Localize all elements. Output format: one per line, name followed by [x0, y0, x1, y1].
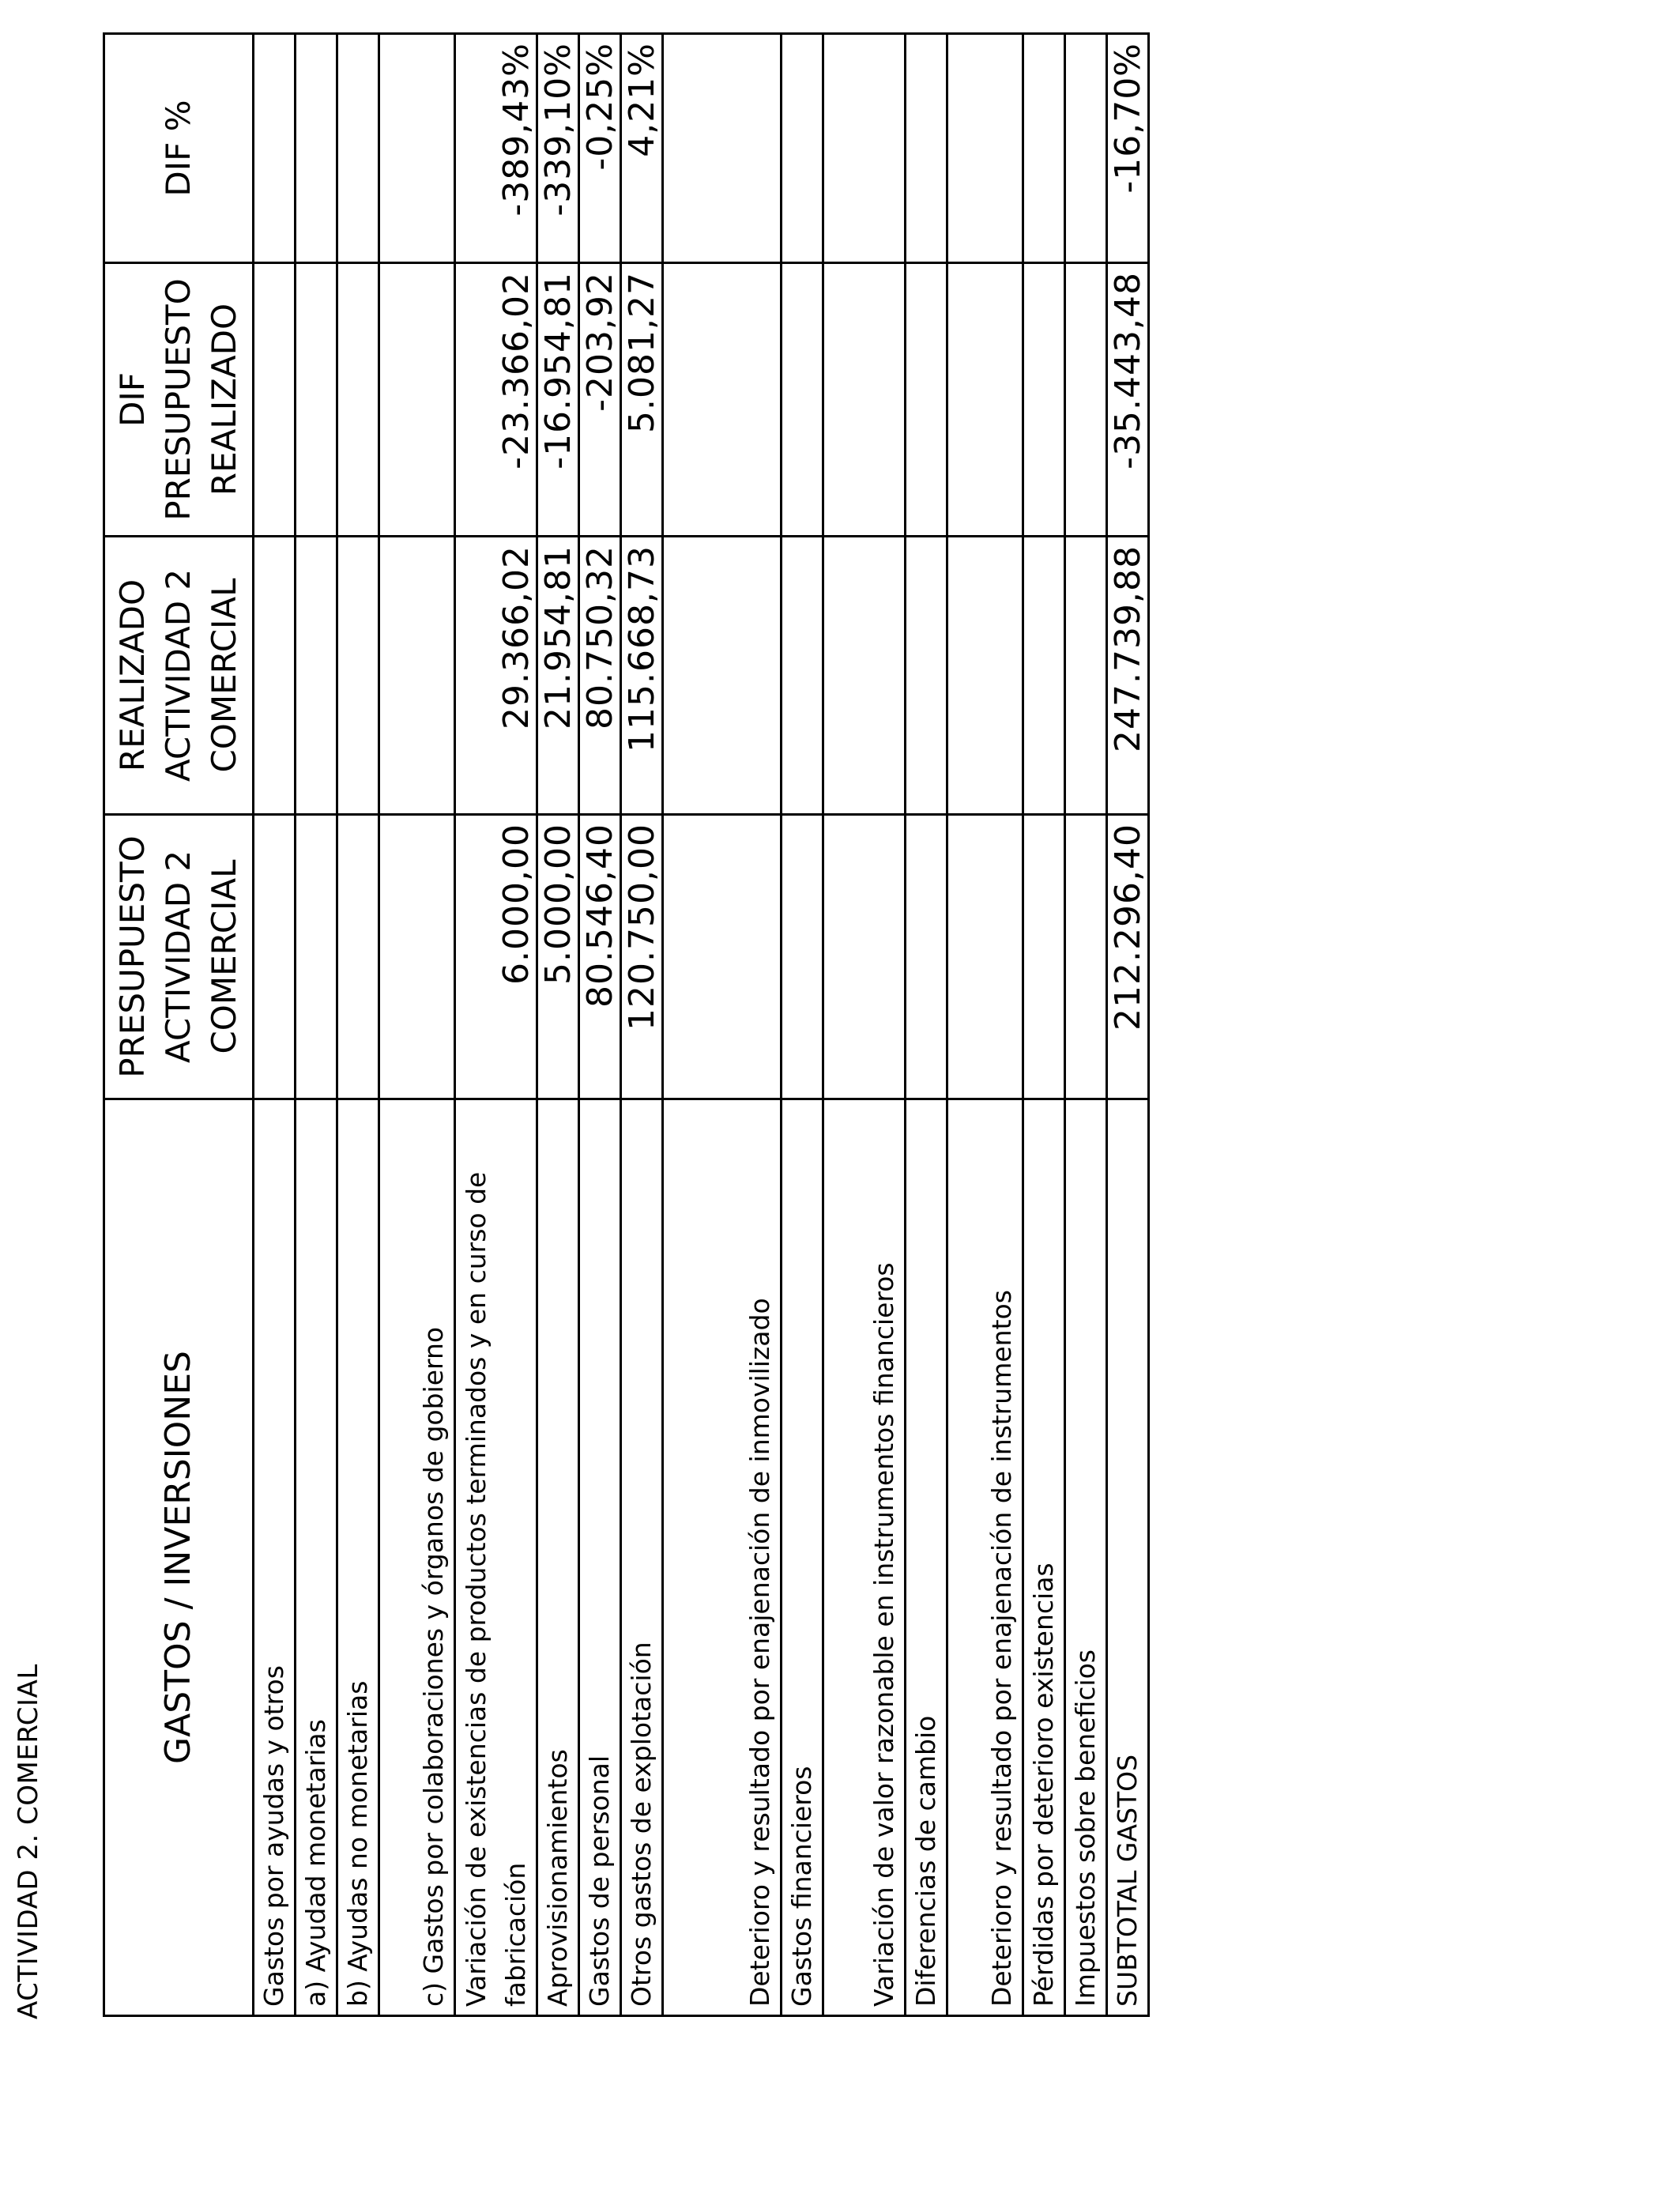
cell-realizado [379, 537, 455, 815]
cell-realizado: 247.739,88 [1107, 537, 1149, 815]
table-row [823, 34, 906, 2016]
cell-dif-pct: -16,70% [1107, 34, 1149, 263]
document-title: ACTIVIDAD 2. COMERCIAL [13, 1664, 44, 2019]
cell-dif-pct [906, 34, 947, 263]
cell-presupuesto: 5.000,00 [537, 815, 579, 1099]
row-label: Variación de valor razonable en instrumentos financieros [823, 1099, 906, 2016]
cell-presupuesto [254, 815, 296, 1099]
cell-realizado [823, 537, 906, 815]
row-label: Variación de existencias de productos terminados y en curso de fabricación [455, 1099, 537, 2016]
row-label: Pérdidas por deterioro existencias [1023, 1099, 1065, 2016]
cell-presupuesto [663, 815, 782, 1099]
row-label: Aprovisionamientos [537, 1099, 579, 2016]
cell-presupuesto [337, 815, 379, 1099]
cell-presupuesto [1023, 815, 1065, 1099]
cell-dif [379, 263, 455, 537]
budget-table [103, 32, 1150, 2017]
cell-presupuesto [379, 815, 455, 1099]
cell-dif-pct [1065, 34, 1107, 263]
row-label: Otros gastos de explotación [621, 1099, 663, 2016]
header-dif-pct: DIF % [104, 34, 254, 263]
cell-realizado [296, 537, 337, 815]
row-label: c) Gastos por colaboraciones y órganos de gobierno [379, 1099, 455, 2016]
cell-realizado: 80.750,32 [579, 537, 621, 815]
cell-presupuesto [823, 815, 906, 1099]
cell-dif [823, 263, 906, 537]
header-concept: GASTOS / INVERSIONES [104, 1099, 254, 2016]
cell-presupuesto: 6.000,00 [455, 815, 537, 1099]
cell-presupuesto: 120.750,00 [621, 815, 663, 1099]
row-label: Deterioro y resultado por enajenación de instrumentos [947, 1099, 1023, 2016]
cell-dif-pct [379, 34, 455, 263]
cell-presupuesto [782, 815, 823, 1099]
table-row [1065, 34, 1107, 2016]
row-label: Diferencias de cambio [906, 1099, 947, 2016]
row-label: Gastos de personal [579, 1099, 621, 2016]
table-row [537, 34, 579, 2016]
row-label: Impuestos sobre beneficios [1065, 1099, 1107, 2016]
cell-dif: -16.954,81 [537, 263, 579, 537]
cell-dif-pct [296, 34, 337, 263]
table-row [782, 34, 823, 2016]
cell-dif [1065, 263, 1107, 537]
cell-dif-pct: -0,25% [579, 34, 621, 263]
table-row [337, 34, 379, 2016]
cell-dif-pct [663, 34, 782, 263]
table-row [455, 34, 537, 2016]
header-dif: DIF PRESUPUESTO REALIZADO [104, 263, 254, 537]
table-row [579, 34, 621, 2016]
cell-realizado [254, 537, 296, 815]
cell-realizado [947, 537, 1023, 815]
row-label: Gastos financieros [782, 1099, 823, 2016]
cell-dif [663, 263, 782, 537]
table-row [296, 34, 337, 2016]
cell-dif-pct [782, 34, 823, 263]
cell-realizado [782, 537, 823, 815]
subtotal-row [1107, 34, 1149, 2016]
row-label: Gastos por ayudas y otros [254, 1099, 296, 2016]
cell-presupuesto [296, 815, 337, 1099]
cell-dif [782, 263, 823, 537]
cell-realizado [1023, 537, 1065, 815]
cell-dif [337, 263, 379, 537]
cell-presupuesto [947, 815, 1023, 1099]
header-row [104, 34, 254, 2016]
header-presupuesto: PRESUPUESTO ACTIVIDAD 2 COMERCIAL [104, 815, 254, 1099]
table-row [947, 34, 1023, 2016]
cell-dif-pct [254, 34, 296, 263]
cell-dif-pct: -339,10% [537, 34, 579, 263]
cell-dif-pct: -389,43% [455, 34, 537, 263]
cell-presupuesto [906, 815, 947, 1099]
cell-realizado: 115.668,73 [621, 537, 663, 815]
row-label: b) Ayudas no monetarias [337, 1099, 379, 2016]
cell-dif-pct [337, 34, 379, 263]
cell-realizado: 29.366,02 [455, 537, 537, 815]
cell-dif [947, 263, 1023, 537]
cell-dif: -35.443,48 [1107, 263, 1149, 537]
cell-realizado: 21.954,81 [537, 537, 579, 815]
cell-presupuesto: 80.546,40 [579, 815, 621, 1099]
row-label: Deterioro y resultado por enajenación de inmovilizado [663, 1099, 782, 2016]
cell-dif-pct [1023, 34, 1065, 263]
cell-dif-pct [823, 34, 906, 263]
cell-dif [906, 263, 947, 537]
row-label: SUBTOTAL GASTOS [1107, 1099, 1149, 2016]
cell-realizado [337, 537, 379, 815]
table-row [254, 34, 296, 2016]
cell-dif-pct [947, 34, 1023, 263]
table-row [663, 34, 782, 2016]
cell-dif [1023, 263, 1065, 537]
cell-dif: -203,92 [579, 263, 621, 537]
cell-dif-pct: 4,21% [621, 34, 663, 263]
cell-presupuesto: 212.296,40 [1107, 815, 1149, 1099]
table-row [906, 34, 947, 2016]
cell-realizado [906, 537, 947, 815]
cell-dif: 5.081,27 [621, 263, 663, 537]
header-realizado: REALIZADO ACTIVIDAD 2 COMERCIAL [104, 537, 254, 815]
cell-dif: -23.366,02 [455, 263, 537, 537]
cell-dif [254, 263, 296, 537]
cell-presupuesto [1065, 815, 1107, 1099]
row-label: a) Ayudad monetarias [296, 1099, 337, 2016]
cell-realizado [1065, 537, 1107, 815]
table-row [379, 34, 455, 2016]
cell-dif [296, 263, 337, 537]
table-row [621, 34, 663, 2016]
table-row [1023, 34, 1065, 2016]
cell-realizado [663, 537, 782, 815]
